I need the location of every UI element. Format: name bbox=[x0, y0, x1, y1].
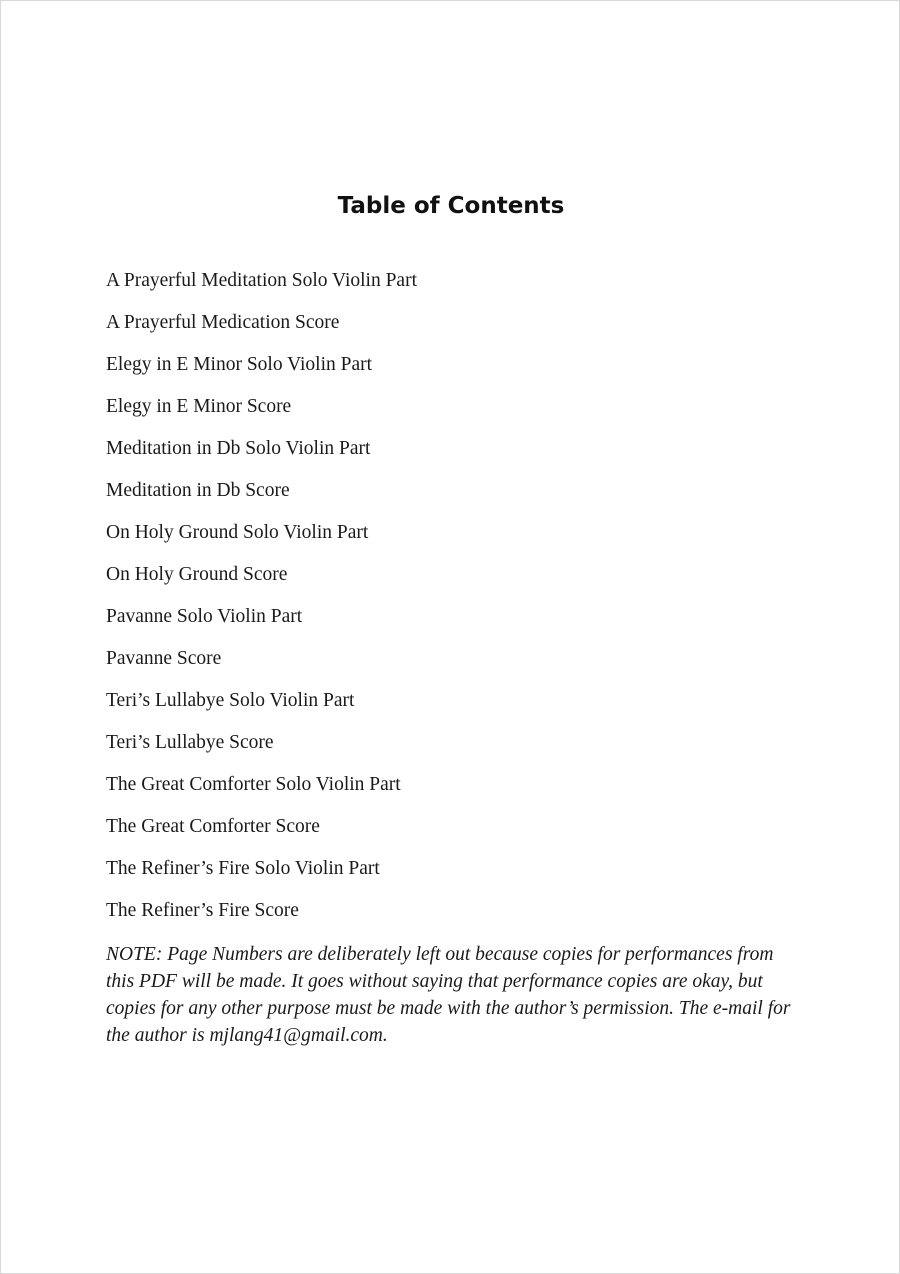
toc-entry: A Prayerful Meditation Solo Violin Part bbox=[106, 270, 417, 291]
toc-entry: Teri’s Lullabye Score bbox=[106, 732, 274, 753]
copyright-note: NOTE: Page Numbers are deliberately left out because copies for performances from this PDF will be made. It goes without saying that performance copies are okay, but copies for any other purpose must be made with the author’s permission. The e-mail for the author is mjlang41@gmail.com. bbox=[106, 944, 791, 1046]
toc-entry: Elegy in E Minor Solo Violin Part bbox=[106, 354, 373, 375]
toc-entry: The Great Comforter Score bbox=[106, 816, 320, 837]
toc-entry: The Refiner’s Fire Solo Violin Part bbox=[106, 858, 380, 879]
toc-entry: On Holy Ground Solo Violin Part bbox=[106, 522, 369, 543]
toc-entry: The Great Comforter Solo Violin Part bbox=[106, 774, 401, 795]
toc-entry: Elegy in E Minor Score bbox=[106, 396, 292, 417]
toc-entry: The Refiner’s Fire Score bbox=[106, 900, 299, 921]
toc-list bbox=[106, 267, 417, 939]
page-title: Table of Contents bbox=[337, 193, 565, 219]
toc-entry: Meditation in Db Solo Violin Part bbox=[106, 438, 371, 459]
toc-entry: Meditation in Db Score bbox=[106, 480, 290, 501]
toc-entry: Teri’s Lullabye Solo Violin Part bbox=[106, 690, 355, 711]
toc-entry: Pavanne Score bbox=[106, 648, 222, 669]
toc-entry: Pavanne Solo Violin Part bbox=[106, 606, 303, 627]
toc-entry: A Prayerful Medication Score bbox=[106, 312, 340, 333]
toc-entry: On Holy Ground Score bbox=[106, 564, 288, 585]
